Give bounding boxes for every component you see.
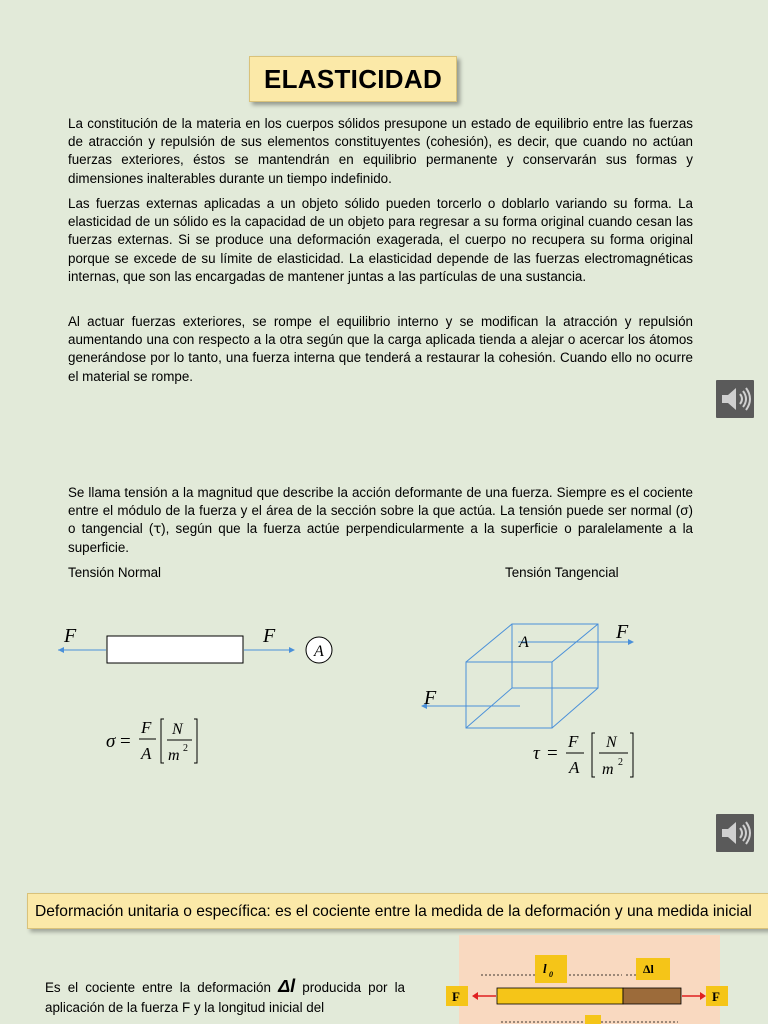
equals-sign: = — [120, 731, 131, 752]
delta-l-symbol: Δl — [278, 976, 296, 996]
area-label-cube: A — [519, 634, 529, 651]
bottom-paragraph — [45, 976, 405, 1018]
label-tangential-tension: Tensión Tangencial — [505, 565, 619, 580]
speaker-icon[interactable] — [716, 814, 754, 852]
bottom-text-after: producida por la aplicación de la fuerza F y la longitud inicial del — [45, 980, 405, 1015]
unit-numerator: N — [172, 721, 183, 738]
unit-denominator-tau: m — [602, 761, 614, 778]
delta-l-label: Δl — [643, 962, 654, 976]
paragraph-1: La constitución de la materia en los cuerpos sólidos presupone un estado de equilibrio entre las fuerzas de atracción y repulsión de sus elementos constituyentes (cohesión), es decir, que cuando no actúan fuerzas exteriores, éstos se mantendrán en equilibrio permanente y conservarán sus formas y dimensiones inalterables durante un tiempo indefinido. — [68, 116, 693, 186]
bar-diagram-panel — [452, 935, 720, 1024]
speaker-icon[interactable] — [716, 380, 754, 418]
paragraph-4: Se llama tensión a la magnitud que describe la acción deformante de una fuerza. Siempre es el cociente entre el módulo de la fuerza y el área de la sección sobre la que actúa. La tensión puede ser normal (σ) o tangencial (ꚍ), según que la fuerza actúe perpendicularmente a la superficie o paralelamente a la superficie. — [68, 485, 693, 555]
area-label: A — [314, 643, 324, 660]
page-title: ELASTICIDAD — [249, 56, 457, 102]
fraction-numerator: F — [141, 718, 152, 737]
l0-label: l — [543, 961, 547, 976]
unit-exponent: 2 — [183, 743, 188, 754]
fraction-denominator: A — [141, 744, 152, 763]
force-label-top: F — [616, 621, 629, 643]
bar-diagram — [445, 935, 754, 1024]
sigma-symbol: σ — [106, 731, 116, 752]
section-heading-band: Deformación unitaria o específica: es el cociente entre la medida de la deformación y una medida inicial — [27, 893, 768, 929]
bottom-text-before: Es el cociente entre la deformación — [45, 980, 271, 995]
unit-denominator: m — [168, 747, 180, 764]
force-label-bottom: F — [424, 687, 437, 709]
equals-sign-tau: = — [547, 743, 558, 764]
fraction-numerator-tau: F — [568, 732, 579, 751]
l0-subscript: 0 — [549, 970, 553, 979]
unit-numerator-tau: N — [606, 734, 617, 751]
paragraph-3: Al actuar fuerzas exteriores, se rompe el equilibrio interno y se modifican la atracción y repulsión aumentando una con respecto a la otra según que la carga aplicada tienda a alejar o acercar los átomos generándose por lo tanto, una fuerza interna que tenderá a restaurar la cohesión. Cuando ello no ocurre el material se rompe. — [68, 314, 693, 384]
paragraph-2: Las fuerzas externas aplicadas a un objeto sólido pueden torcerlo o doblarlo variando su forma. La elasticidad de un sólido es la capacidad de un objeto para regresar a su forma original cuando cesan las fuerzas externas. Si se produce una deformación exagerada, el cuerpo no recupera su forma original porque se excede de su límite de elasticidad. La elasticidad depende de las fuerzas electromagnéticas internas, que son las encargadas de mantener juntas a las partículas de una sustancia. — [68, 196, 693, 284]
label-normal-tension: Tensión Normal — [68, 565, 162, 580]
fraction-denominator-tau: A — [569, 758, 580, 777]
force-label-right-bar: F — [712, 989, 720, 1004]
tension-diagrams — [0, 600, 768, 790]
force-label-right: F — [263, 625, 276, 647]
force-label-left: F — [64, 625, 77, 647]
force-label-left-bar: F — [452, 989, 460, 1004]
tau-symbol: τ — [533, 743, 540, 764]
unit-exponent-tau: 2 — [618, 757, 623, 768]
